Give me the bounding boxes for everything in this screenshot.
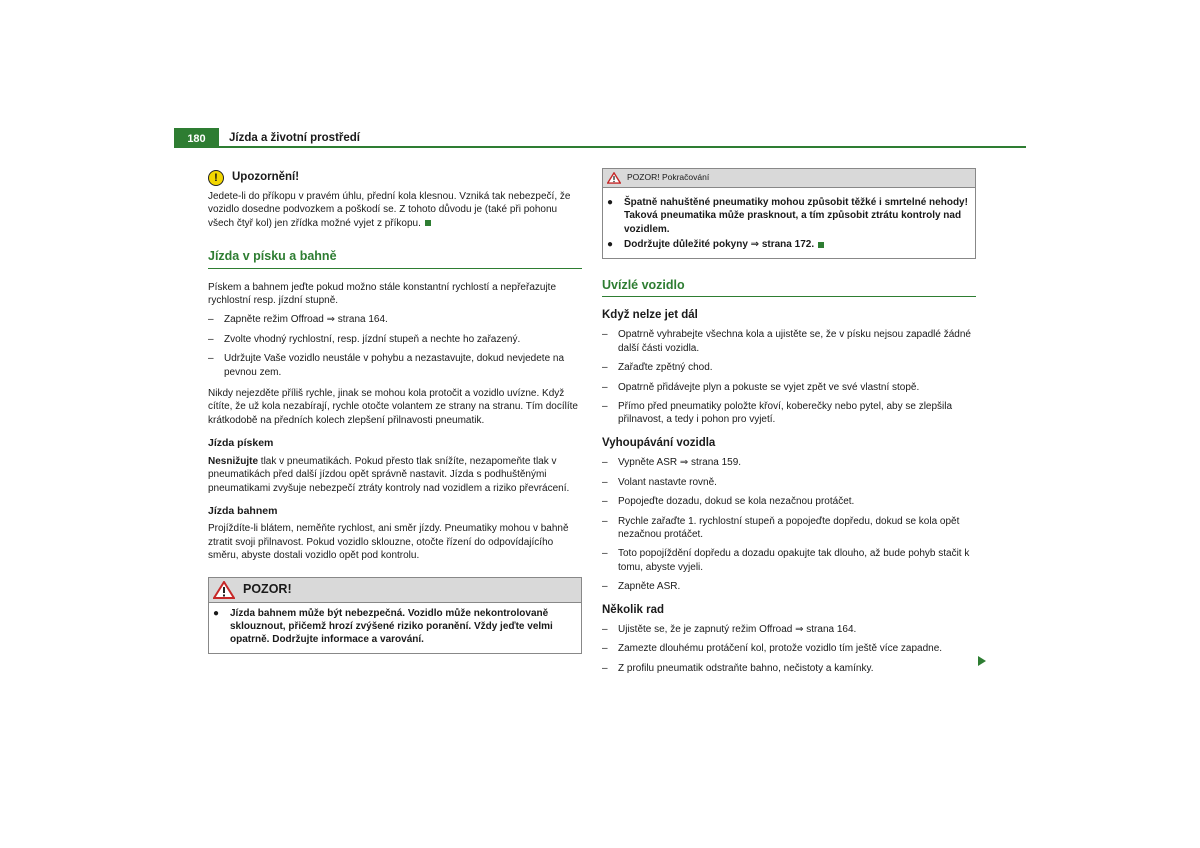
bullet-icon: ● xyxy=(213,607,220,619)
list-tips xyxy=(602,623,976,675)
warning-item: Špatně nahuštěné pneumatiky mohou způsobit těžké i smrtelné nehody! Taková pneumatika může prasknout, a tím způsobit ztrátu kontroly nad vozidlem. xyxy=(624,197,968,235)
warning-continued-body xyxy=(603,188,975,258)
list-item: – Zařaďte zpětný chod. xyxy=(602,361,976,374)
warning-body xyxy=(209,603,581,653)
warning-continued-box xyxy=(602,168,976,259)
continue-arrow-icon xyxy=(978,656,986,666)
list-item: – Zvolte vhodný rychlostní, resp. jízdní stupeň a nechte ho zařazený. xyxy=(208,333,582,346)
end-square-icon xyxy=(818,242,824,248)
left-column xyxy=(208,170,582,654)
right-column xyxy=(602,168,976,683)
list-item: – Rychle zařaďte 1. rychlostní stupeň a popojeďte dopředu, dokud se kola opět nezačnou protáčet. xyxy=(602,515,976,542)
list-item: – Volant nastavte rovně. xyxy=(602,476,976,489)
list-item: – Opatrně přidávejte plyn a pokuste se vyjet zpět ve své vlastní stopě. xyxy=(602,381,976,394)
subheading-tips: Několik rad xyxy=(602,603,664,616)
warning-box xyxy=(208,577,582,654)
list-item: – Zapněte režim Offroad ⇒ strana 164. xyxy=(208,313,582,326)
warning-continued-header xyxy=(603,169,975,188)
exclamation-icon: ! xyxy=(208,170,224,186)
page-number: 180 xyxy=(174,128,219,148)
note-title: Upozornění! xyxy=(232,171,300,184)
note-header xyxy=(208,170,582,186)
list-item: – Udržujte Vaše vozidlo neustále v pohybu a nezastavujte, dokud nevjedete na pevnou zem. xyxy=(208,352,582,379)
bullet-icon: ● xyxy=(607,197,614,208)
sand-text: Nesnižujte tlak v pneumatikách. Pokud přesto tlak snížíte, nezapomeňte tlak v pneumatikách před další jízdou opět správně nastavit. Jízda s podhuštěnými pneumatikami zvyšuje nebezpečí ztráty kontroly nad vozidlem a riziko převrácení. xyxy=(208,455,570,494)
list-item: – Popojeďte dozadu, dokud se kola nezačnou protáčet. xyxy=(602,495,976,508)
list-item: – Vypněte ASR ⇒ strana 159. xyxy=(602,456,976,469)
mud-text: Projíždíte-li blátem, neměňte rychlost, ani směr jízdy. Pneumatiky mohou v bahně ztratit svoji přilnavost. Pokud vozidlo sklouzne, otočte řízení do odpovídajícího směru, abyste dostali vozidlo opět pod kontrolu. xyxy=(208,523,569,562)
list-item: – Přímo před pneumatiky položte křoví, koberečky nebo pytel, aby se zlepšila přilnavost, a tedy i pohon pro vyjetí. xyxy=(602,400,976,427)
subheading-cannot-continue: Když nelze jet dál xyxy=(602,309,698,322)
warning-title: POZOR! xyxy=(243,581,292,596)
steps-list xyxy=(208,313,582,379)
subheading-rocking: Vyhoupávání vozidla xyxy=(602,436,716,449)
chapter-title: Jízda a životní prostředí xyxy=(229,132,360,144)
warning-header xyxy=(209,578,581,603)
list-item: – Zapněte ASR. xyxy=(602,580,976,593)
list-item: – Z profilu pneumatik odstraňte bahno, nečistoty a kamínky. xyxy=(602,662,976,675)
list-item: – Opatrně vyhrabejte všechna kola a ujistěte se, že v písku nejsou zapadlé žádné další části vozidla. xyxy=(602,328,976,355)
list-item: – Ujistěte se, že je zapnutý režim Offroad ⇒ strana 164. xyxy=(602,623,976,636)
section-title-stuck: Uvízlé vozidlo xyxy=(602,279,976,297)
warning-continued-title: POZOR! Pokračování xyxy=(627,172,710,183)
section-title-sand-mud: Jízda v písku a bahně xyxy=(208,250,582,268)
bullet-icon: ● xyxy=(607,239,614,251)
warning-item: Dodržujte důležité pokyny ⇒ strana 172. xyxy=(624,238,824,251)
subheading-mud: Jízda bahnem xyxy=(208,504,278,517)
list-rocking xyxy=(602,456,976,593)
page-header xyxy=(174,128,1026,148)
header-rule xyxy=(219,146,1026,148)
subheading-sand: Jízda pískem xyxy=(208,437,274,450)
paragraph-speed: Nikdy nejezděte příliš rychle, jinak se mohou kola protočit a vozidlo uvízne. Když cítíte, že už kola nezabírají, rychle otočte volantem ze strany na stranu. Tím docílíte krátkodobě na předních kolech zlepšení přilnavosti pneumatik. xyxy=(208,388,578,426)
warning-triangle-icon xyxy=(607,172,621,184)
warning-triangle-icon xyxy=(213,581,235,599)
list-item: – Zamezte dlouhému protáčení kol, protože vozidlo tím ještě více zapadne. xyxy=(602,642,976,655)
end-square-icon xyxy=(425,220,431,226)
list-item: – Toto popojíždění dopředu a dozadu opakujte tak dlouho, až bude pohyb stačit k tomu, abyste vyjeli. xyxy=(602,547,976,574)
list-cannot-continue xyxy=(602,328,976,426)
intro-text: Pískem a bahnem jeďte pokud možno stále konstantní rychlostí a nepřeřazujte rychlostní resp. jízdní stupně. xyxy=(208,281,557,307)
note-text: Jedete-li do příkopu v pravém úhlu, přední kola klesnou. Vzniká tak nebezpečí, že vozidlo dosedne podvozkem a poškodí se. Z tohoto důvodu je (také při pohonu všech čtyř kol) jen zřídka možné vyjet z příkopu. xyxy=(208,191,571,229)
warning-text: Jízda bahnem může být nebezpečná. Vozidlo může nekontrolovaně sklouznout, přičemž hrozí zvýšené riziko poranění. Vždy jeďte velmi opatrně. Dodržujte informace a varování. xyxy=(230,607,553,646)
